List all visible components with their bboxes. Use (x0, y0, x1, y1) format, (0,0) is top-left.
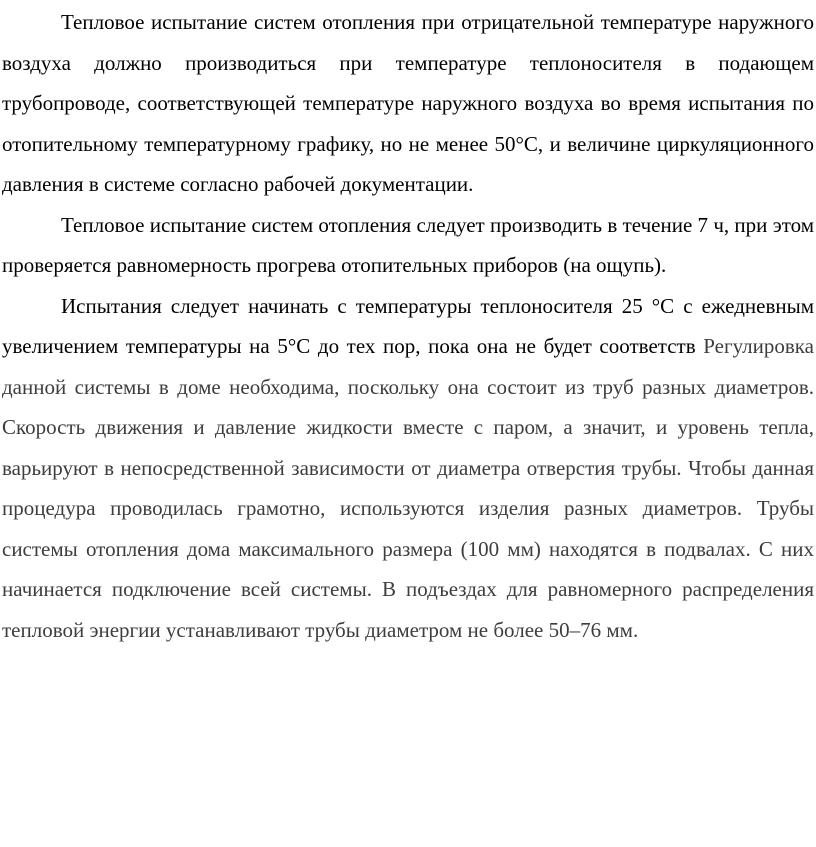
paragraph-heating-test-duration: Тепловое испытание систем отопления следует производить в течение 7 ч, при этом проверяется равномерность прогрева отопительных приборов (на ощупь). (2, 212, 814, 277)
paragraph-test-start-and-regulation (2, 286, 814, 651)
paragraph-test-start-text: Испытания следует начинать с температуры теплоносителя 25 °С с ежедневным увеличением температуры на 5°С до тех пор, пока она не будет соответств (2, 293, 814, 358)
paragraph-regulation-text: Регулировка данной системы в доме необходима, поскольку она состоит из труб разных диаметров. Скорость движения и давление жидкости вместе с паром, а значит, и уровень тепла, варьируют в непосредственной зависимости от диаметра отверстия трубы. Чтобы данная процедура проводилась грамотно, используются изделия разных диаметров. Трубы системы отопления дома максимального размера (100 мм) находятся в подвалах. С них начинается подключение всей системы. В подъездах для равномерного распределения тепловой энергии устанавливают трубы диаметром не более 50–76 мм. (2, 334, 814, 642)
paragraph-heating-test-conditions: Тепловое испытание систем отопления при отрицательной температуре наружного воздуха должно производиться при температуре теплоносителя в подающем трубопроводе, соответствующей температуре наружного воздуха во время испытания по отопительному температурному графику, но не менее 50°С, и величине циркуляционного давления в системе согласно рабочей документации. (2, 10, 814, 196)
